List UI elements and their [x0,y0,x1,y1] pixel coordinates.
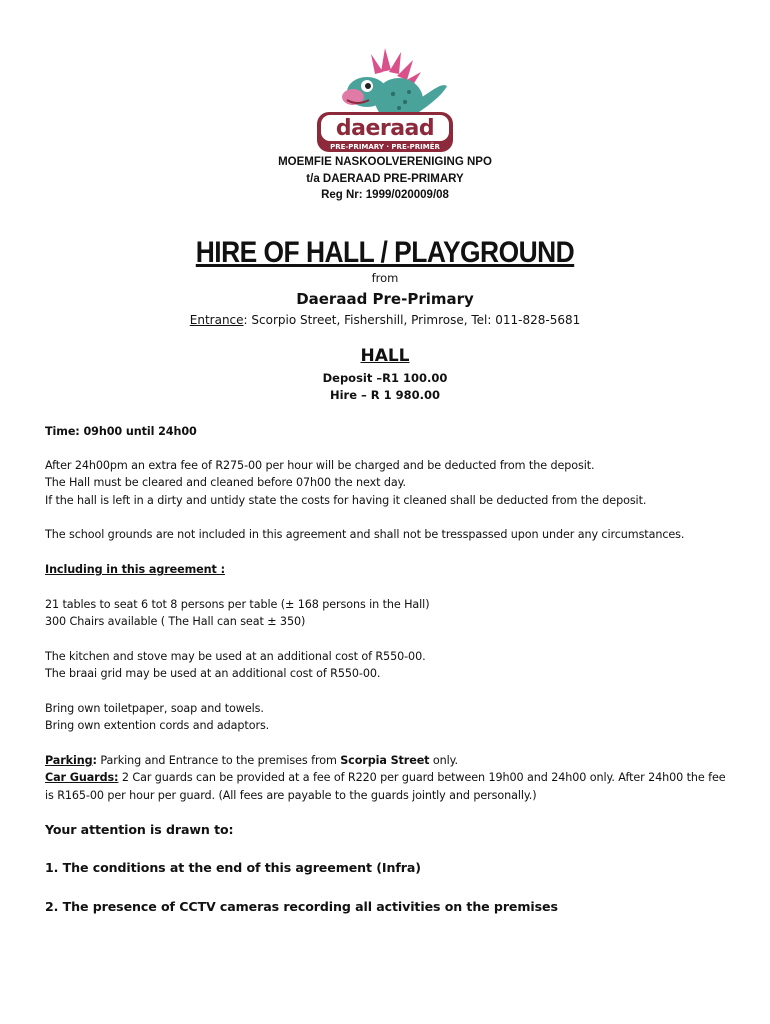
bring-item: Bring own extention cords and adaptors. [45,719,270,733]
logo-tagline: PRE-PRIMARY · PRE-PRIMÊR [330,143,440,151]
deposit-amount: Deposit –R1 100.00 [322,371,448,385]
rules-block [45,457,735,509]
braai-item: The braai grid may be used at an additional cost of R550-00. [45,667,381,681]
kitchen-block [45,648,735,683]
tables-block [45,596,735,631]
car-guards-label: Car Guards: [45,771,119,785]
parking-block [45,752,735,804]
bring-item: Bring own toiletpaper, soap and towels. [45,702,264,715]
org-name: MOEMFIE NASKOOLVERENIGING NPO [278,156,492,168]
car-guards-text: 2 Car guards can be provided at a fee of R220 per guard between 19h00 and 24h00 only. After 24h00 the fee is R165-00 per hour per guard. (All fees are payable to the guards jointly and personally.) [45,771,726,802]
entrance-address: : Scorpio Street, Fishershill, Primrose, Tel: 011-828-5681 [243,313,581,327]
trading-as: t/a DAERAAD PRE-PRIMARY [306,173,464,185]
entrance-label: Entrance [189,313,244,327]
parking-line: Parking: Parking and Entrance to the premises from Scorpia Street only. [45,754,459,767]
logo-brand-text: daeraad [335,116,435,141]
grounds-notice: The school grounds are not included in this agreement and shall not be tresspassed upon under any circumstances. [45,528,685,541]
registration-number: Reg Nr: 1999/020009/08 [321,189,449,201]
hall-heading: HALL [360,346,410,366]
school-name: Daeraad Pre-Primary [296,290,474,308]
bring-block [45,700,735,735]
parking-street: Scorpia Street [340,754,430,767]
hire-amount: Hire – R 1 980.00 [329,388,441,402]
time-line: Time: 09h00 until 24h00 [45,425,197,438]
car-guards-line [45,769,735,804]
rule-item: After 24h00pm an extra fee of R275-00 per hour will be charged and be deducted from the deposit. [45,459,595,472]
kitchen-item: The kitchen and stove may be used at an additional cost of R550-00. [45,650,426,663]
dinosaur-mascot-icon [313,42,457,154]
page-title: HIRE OF HALL / PLAYGROUND [195,236,575,269]
rule-item: If the hall is left in a dirty and untidy state the costs for having it cleaned shall be deducted from the deposit. [45,493,647,507]
tables-item: 21 tables to seat 6 tot 8 persons per table (± 168 persons in the Hall) [45,598,430,611]
entrance-line [0,313,770,327]
attention-heading: Your attention is drawn to: [45,822,234,837]
from-label: from [371,271,399,285]
chairs-item: 300 Chairs available ( The Hall can seat ± 350) [45,615,306,629]
daeraad-logo [313,42,457,154]
rule-item: The Hall must be cleared and cleaned before 07h00 the next day. [45,476,407,490]
parking-label: Parking [45,754,93,767]
point-conditions: 1. The conditions at the end of this agreement (Infra) [45,860,421,875]
point-cctv: 2. The presence of CCTV cameras recording all activities on the premises [45,899,558,914]
including-heading: Including in this agreement : [45,563,225,576]
